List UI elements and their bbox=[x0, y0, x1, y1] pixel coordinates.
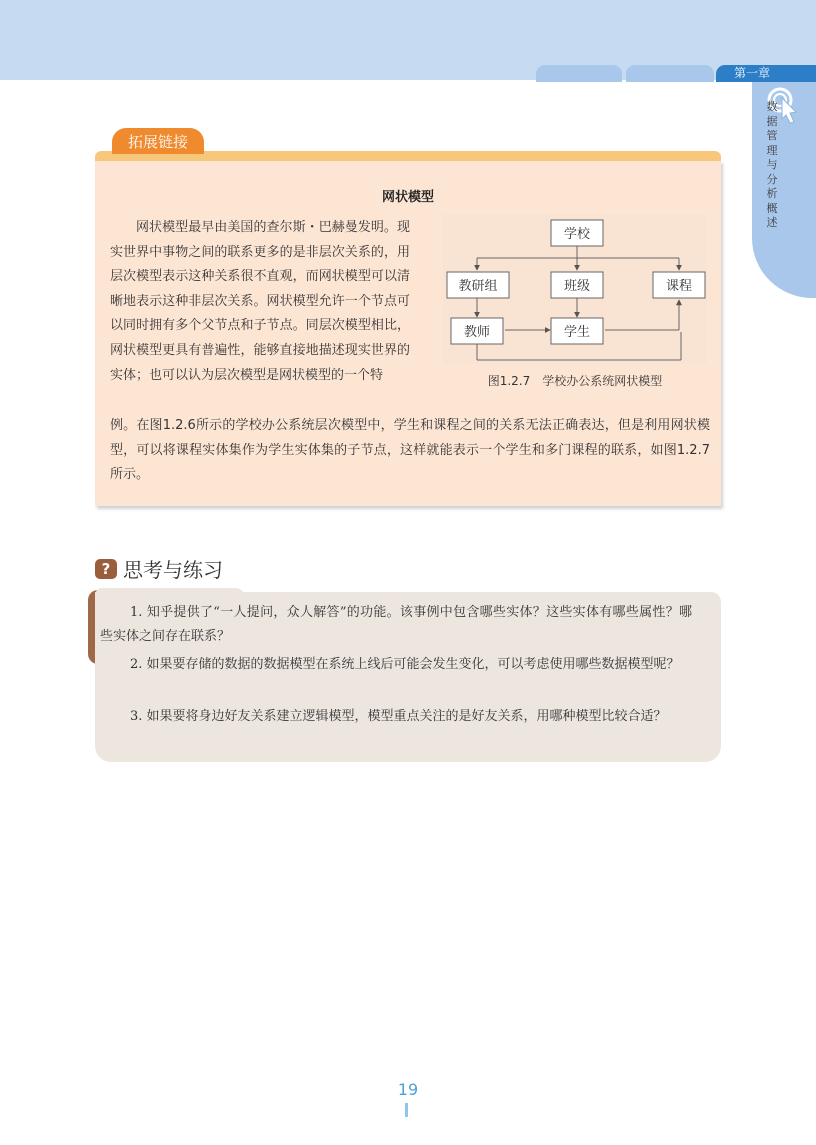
diagram-node-student bbox=[551, 318, 603, 344]
svg-text:课程: 课程 bbox=[665, 279, 693, 294]
svg-text:学校: 学校 bbox=[563, 227, 591, 242]
header-tab-decoration bbox=[626, 65, 714, 82]
svg-text:班级: 班级 bbox=[563, 279, 591, 294]
page-number-tick bbox=[405, 1103, 408, 1117]
think-title-text: 思考与练习 bbox=[123, 558, 223, 582]
page-number: 19 bbox=[397, 1080, 419, 1099]
diagram-node-research bbox=[447, 272, 509, 298]
question-1: 1. 知乎提供了“一人提问，众人解答”的功能。该事例中包含哪些实体？这些实体有哪些属性？哪些实体之间存在联系？ bbox=[100, 605, 692, 644]
side-title: 数据管理与分析概述 bbox=[766, 100, 778, 229]
svg-text:学生: 学生 bbox=[563, 325, 591, 340]
extension-title: 网状模型 bbox=[381, 190, 434, 205]
diagram-node-school bbox=[551, 220, 603, 246]
question-icon: ? bbox=[95, 559, 117, 579]
svg-text:教研组: 教研组 bbox=[458, 279, 498, 294]
question-2: 2. 如果要存储的数据的数据模型在系统上线后可能会发生变化，可以考虑使用哪些数据模型呢？ bbox=[130, 657, 680, 672]
extension-tab-label: 拓展链接 bbox=[112, 128, 204, 154]
chapter-tab: 第一章 bbox=[716, 65, 816, 82]
diagram-caption: 图1.2.7 学校办公系统网状模型 bbox=[487, 374, 663, 388]
diagram-node-class bbox=[551, 272, 603, 298]
header-tab-decoration bbox=[536, 65, 622, 82]
diagram-node-course bbox=[653, 272, 705, 298]
extension-paragraph-part2: 例。在图1.2.6所示的学校办公系统层次模型中，学生和课程之间的关系无法正确表达，但是利用网状模型，可以将课程实体集作为学生实体集的子节点，这样就能表示一个学生和多门课程的联系，如图1.2.7所示。 bbox=[110, 418, 710, 483]
question-3: 3. 如果要将身边好友关系建立逻辑模型，模型重点关注的是好友关系，用哪种模型比较合适？ bbox=[130, 709, 667, 724]
diagram-node-teacher bbox=[451, 318, 503, 344]
network-model-diagram bbox=[443, 214, 707, 364]
extension-paragraph-part1: 网状模型最早由美国的查尔斯・巴赫曼发明。现实世界中事物之间的联系更多的是非层次关系的，用层次模型表示这种关系很不直观，而网状模型可以清晰地表示这种非层次关系。网状模型允许一个节点可以同时拥有多个父节点和子节点。同层次模型相比，网状模型更具有普遍性，能够直接地描述现实世界的实体；也可以认为层次模型是网状模型的一个特 bbox=[110, 220, 410, 383]
svg-text:教师: 教师 bbox=[463, 325, 491, 340]
think-section-title bbox=[95, 554, 223, 583]
